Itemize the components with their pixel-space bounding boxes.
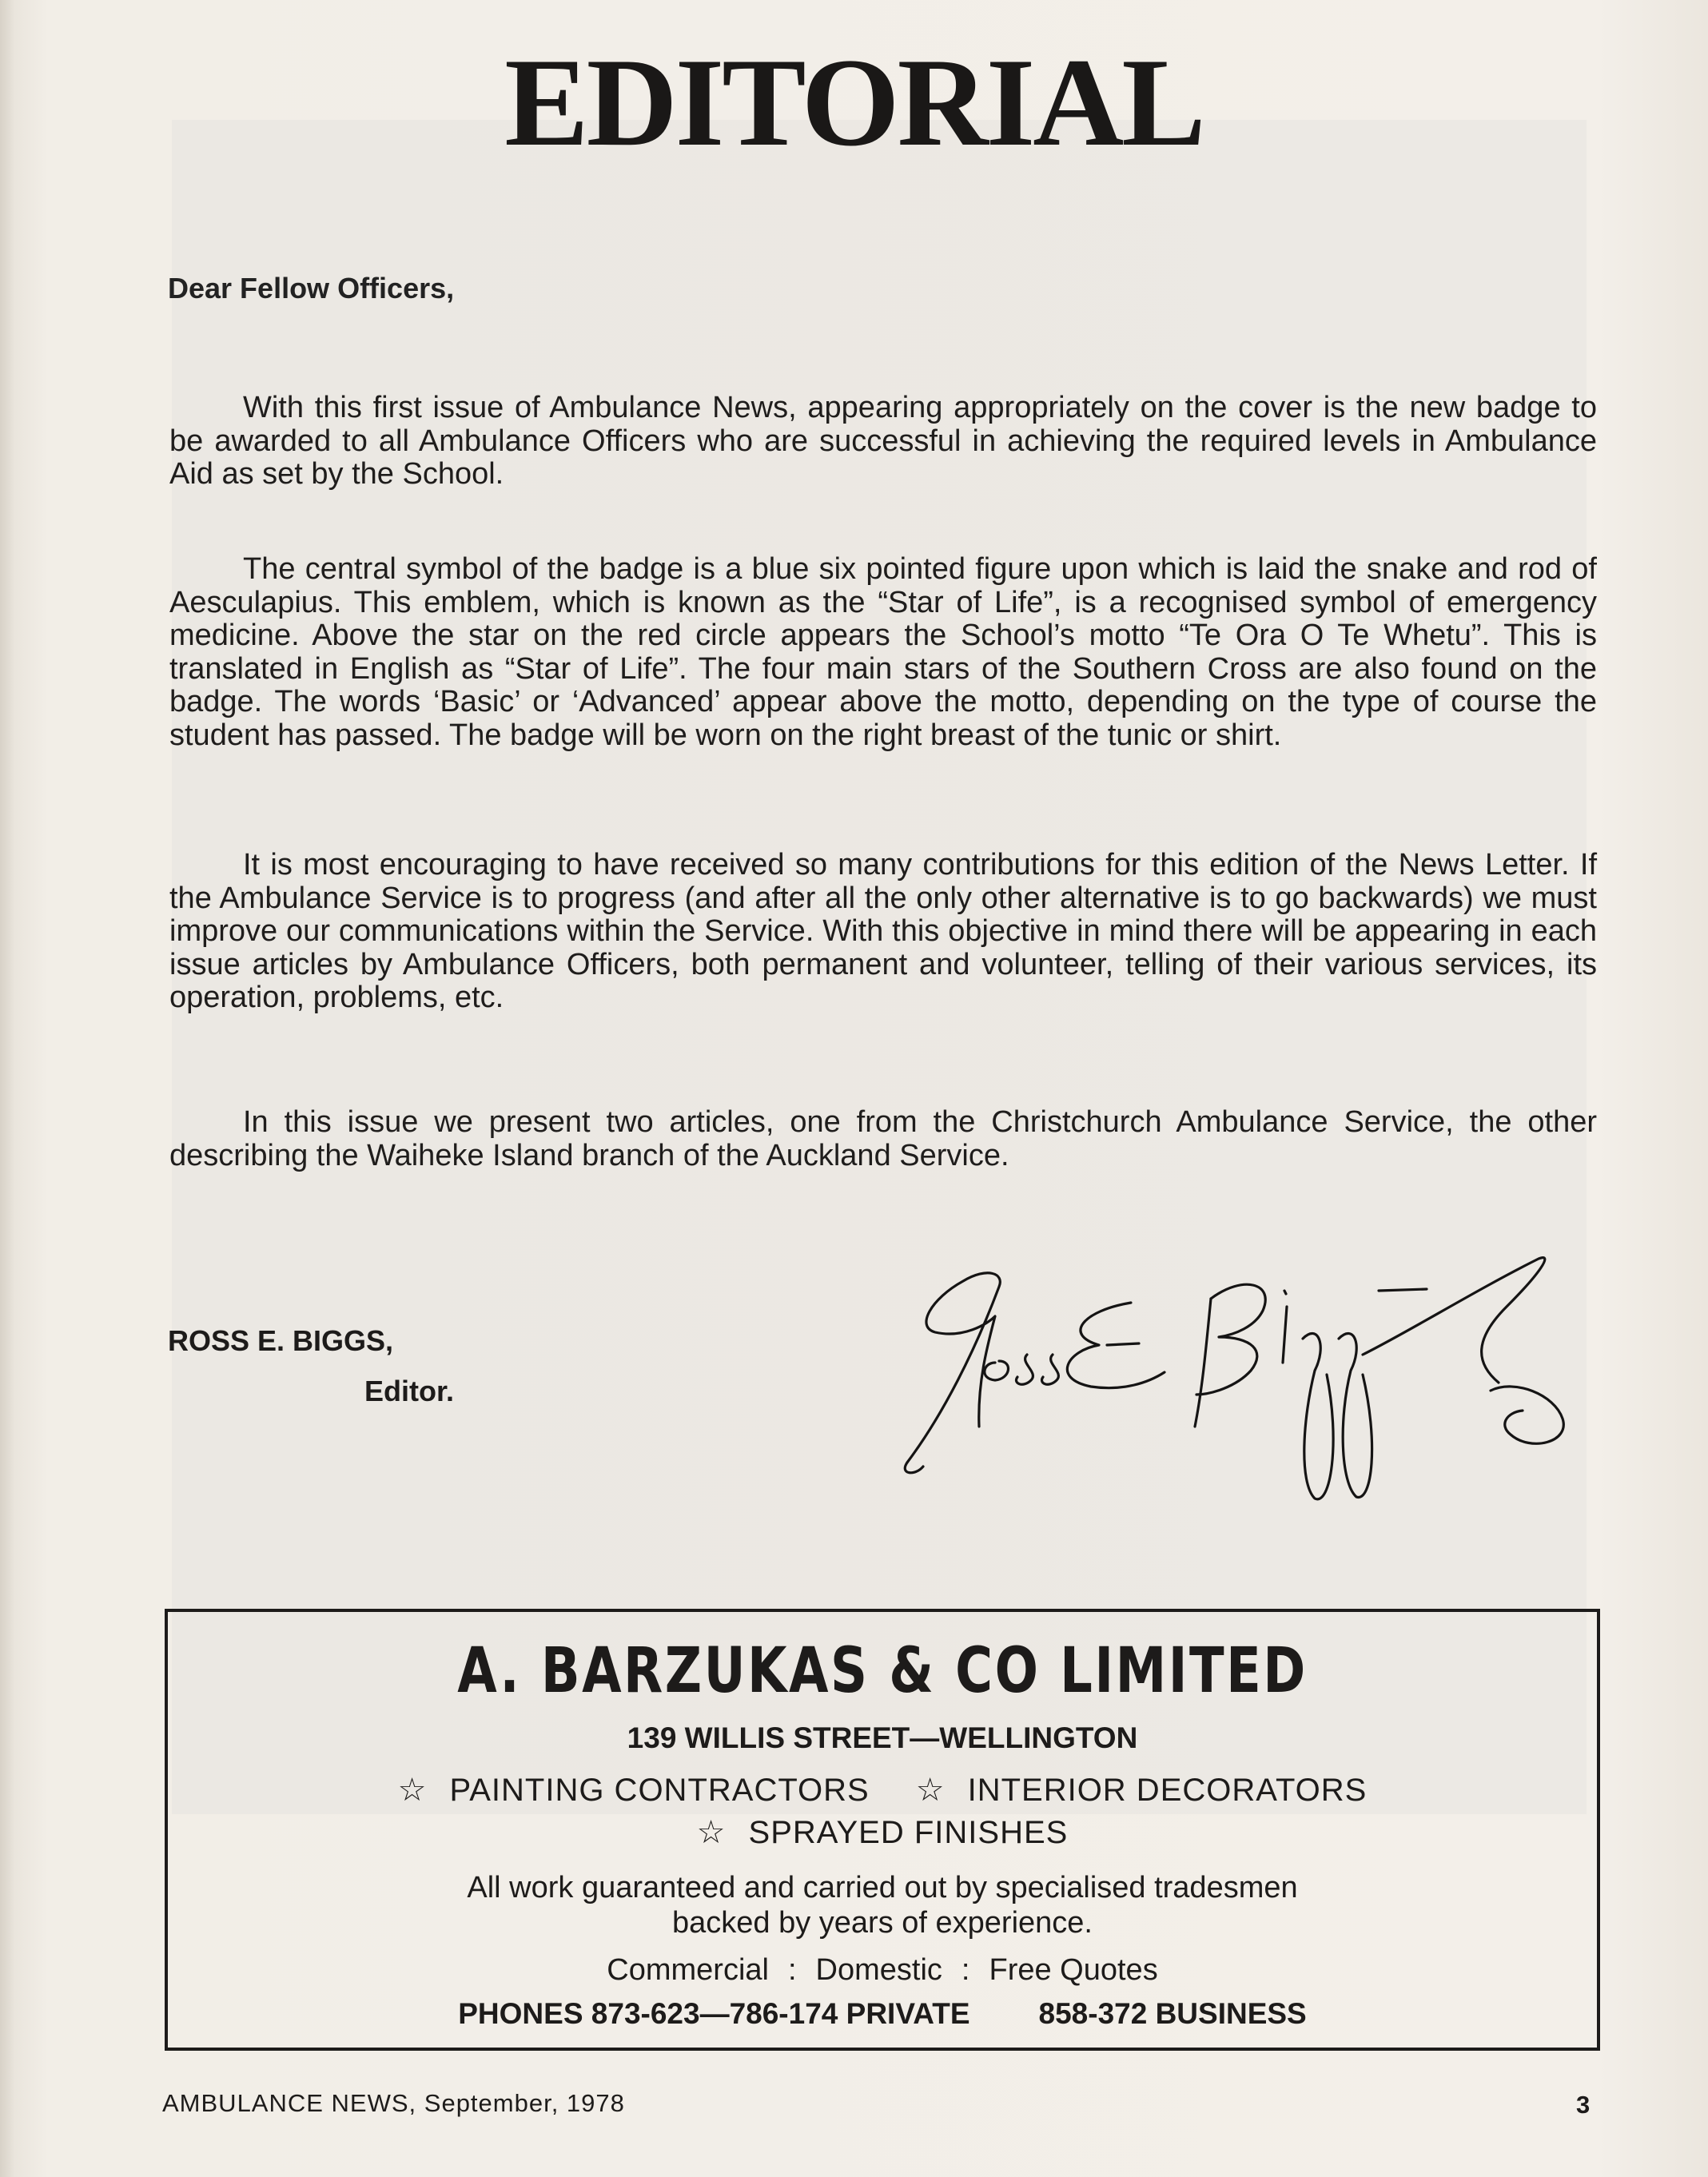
- star-icon: ☆: [397, 1773, 428, 1808]
- services-row-1: [168, 1772, 1597, 1809]
- kind-separator: :: [961, 1953, 970, 1987]
- advert-description-line-2: backed by years of experience.: [672, 1906, 1093, 1940]
- star-icon: ☆: [696, 1815, 727, 1850]
- star-icon: ☆: [915, 1773, 946, 1808]
- phone-business: 858-372 BUSINESS: [1038, 1997, 1307, 2030]
- spine-shadow: [0, 0, 14, 2177]
- service-sprayed: SPRAYED FINISHES: [748, 1815, 1069, 1850]
- work-kinds: [168, 1953, 1597, 1988]
- kind-commercial: Commercial: [607, 1953, 769, 1987]
- salutation: Dear Fellow Officers,: [168, 272, 455, 304]
- kind-free-quotes: Free Quotes: [989, 1953, 1158, 1987]
- paragraph-contributions: It is most encouraging to have received so many contributions for this edition of the News Letter. If the Ambulance Service is to progress (and after all the only other alternative is to go backwards) we must improve our communications within the Service. With this objective in mind there will be appearing in each issue articles by Ambulance Officers, both permanent and volunteer, telling of their various services, its operation, problems, etc.: [169, 848, 1597, 1014]
- advertiser-address: 139 WILLIS STREET—WELLINGTON: [627, 1721, 1138, 1754]
- service-painting: PAINTING CONTRACTORS: [449, 1773, 870, 1808]
- paragraph-this-issue: In this issue we present two articles, one from the Christchurch Ambulance Service, the other describing the Waiheke Island branch of the Auckland Service.: [169, 1105, 1597, 1172]
- advertisement-box: [165, 1609, 1600, 2051]
- paragraph-badge-intro: With this first issue of Ambulance News, appearing appropriately on the cover is the new badge to be awarded to all Ambulance Officers who are successful in achieving the required levels in Ambulance Aid as set by the School.: [169, 391, 1597, 491]
- kind-domestic: Domestic: [815, 1953, 942, 1987]
- advertiser-name: A. BARZUKAS & CO LIMITED: [457, 1635, 1308, 1707]
- kind-separator: :: [787, 1953, 797, 1987]
- phone-private: PHONES 873-623—786-174 PRIVATE: [458, 1997, 970, 2030]
- services-row-2: [168, 1814, 1597, 1851]
- advert-description-line-1: All work guaranteed and carried out by specialised tradesmen: [467, 1871, 1298, 1904]
- editor-title: Editor.: [364, 1375, 455, 1407]
- footer-publication: AMBULANCE NEWS, September, 1978: [162, 2089, 625, 2117]
- service-interior: INTERIOR DECORATORS: [967, 1773, 1368, 1808]
- page-number: 3: [1576, 2091, 1591, 2119]
- page-title: EDITORIAL: [504, 33, 1204, 173]
- handwritten-signature: [867, 1243, 1602, 1514]
- editor-name: ROSS E. BIGGS,: [168, 1324, 394, 1357]
- phone-numbers: [168, 1997, 1597, 2031]
- paragraph-badge-symbol: The central symbol of the badge is a blue six pointed figure upon which is laid the snake and rod of Aesculapius. This emblem, which is known as the “Star of Life”, is a recognised symbol of emergency medicine. Above the star on the red circle appears the School’s motto “Te Ora O Te Whetu”. This is translated in English as “Star of Life”. The four main stars of the Southern Cross are also found on the badge. The words ‘Basic’ or ‘Advanced’ appear above the motto, depending on the type of course the student has passed. The badge will be worn on the right breast of the tunic or shirt.: [169, 552, 1597, 752]
